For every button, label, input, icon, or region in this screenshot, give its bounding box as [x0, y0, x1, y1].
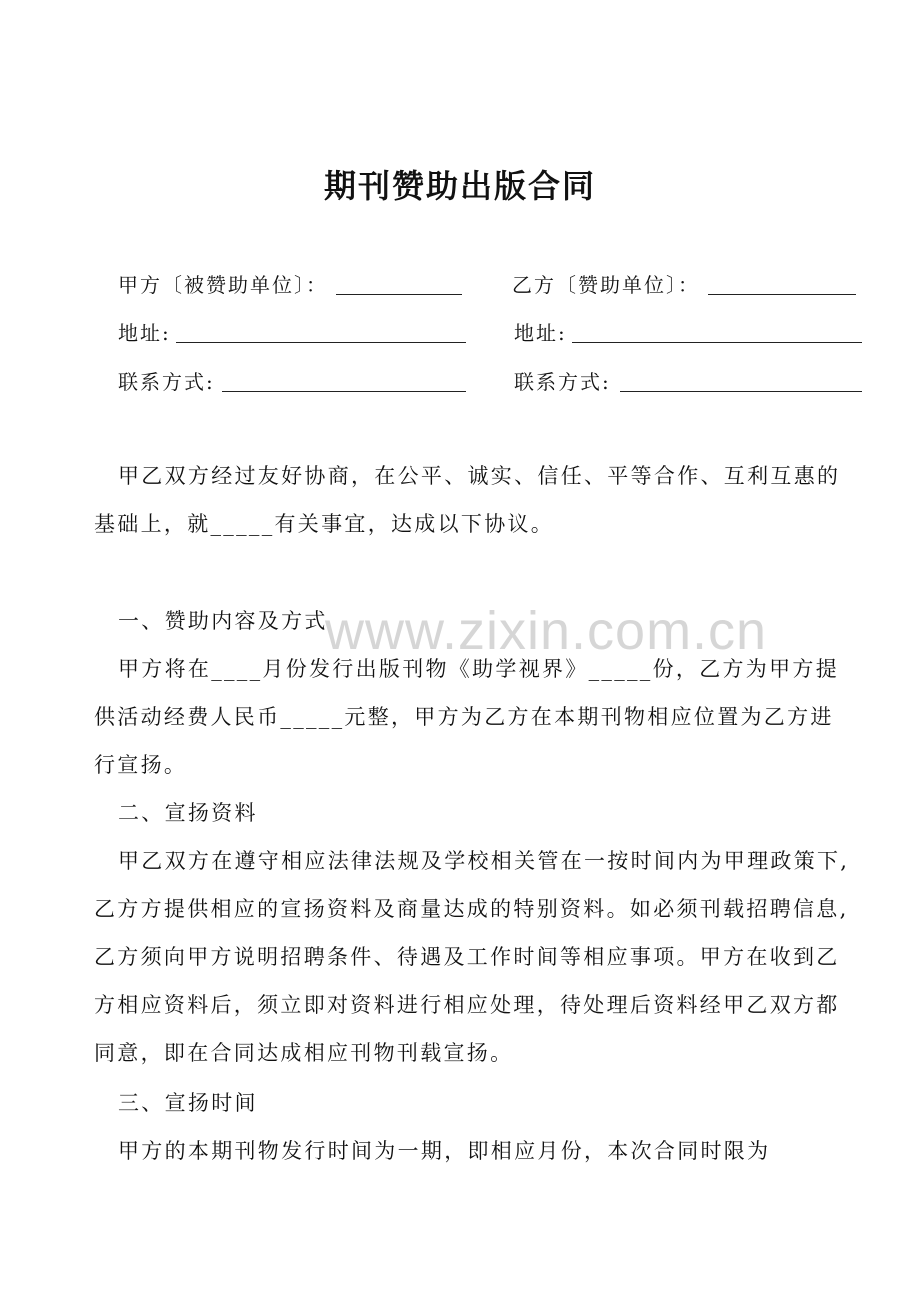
- party-a-name-blank: [336, 294, 462, 295]
- party-name-row: [0, 270, 920, 300]
- address-row: [0, 318, 920, 348]
- party-a-contact-label: 联系方式:: [118, 370, 215, 394]
- party-a-label: 甲方〔被赞助单位〕：: [118, 273, 328, 297]
- section-1-line-3: 行宣扬。: [94, 753, 188, 777]
- party-b-label: 乙方〔赞助单位〕：: [512, 273, 700, 297]
- party-b-address-blank: [572, 342, 862, 343]
- party-b-contact-label: 联系方式:: [514, 370, 611, 394]
- section-2-line-2: 乙方方提供相应的宣扬资料及商量达成的特别资料。如必须刊载招聘信息,: [94, 897, 849, 921]
- section-2-line-4: 方相应资料后，须立即对资料进行相应处理，待处理后资料经甲乙双方都: [94, 993, 840, 1017]
- section-2-line-5: 同意，即在合同达成相应刊物刊载宣扬。: [94, 1041, 514, 1065]
- watermark: www.zixin.com.cn: [325, 601, 768, 661]
- section-2-line-1: 甲乙双方在遵守相应法律法规及学校相关管在一按时间内为甲理政策下,: [118, 849, 850, 873]
- section-3-line-1: 甲方的本期刊物发行时间为一期，即相应月份，本次合同时限为: [118, 1139, 771, 1163]
- section-3-heading: 三、宣扬时间: [118, 1091, 258, 1115]
- party-b-contact-blank: [620, 391, 862, 392]
- party-a-contact-blank: [222, 391, 466, 392]
- section-2-heading: 二、宣扬资料: [118, 801, 258, 825]
- intro-line-1: 甲乙双方经过友好协商，在公平、诚实、信任、平等合作、互利互惠的: [118, 464, 841, 488]
- party-b-address-label: 地址:: [514, 321, 567, 345]
- contact-row: [0, 367, 920, 397]
- document-title: 期刊赞助出版合同: [323, 167, 596, 205]
- party-a-address-blank: [176, 342, 466, 343]
- section-2-line-3: 乙方须向甲方说明招聘条件、待遇及工作时间等相应事项。甲方在收到乙: [94, 945, 840, 969]
- section-1-heading: 一、赞助内容及方式: [118, 609, 328, 633]
- party-a-address-label: 地址:: [118, 321, 171, 345]
- intro-line-2: 基础上，就_____有关事宜，达成以下协议。: [94, 512, 555, 536]
- section-1-line-1: 甲方将在____月份发行出版刊物《助学视界》_____份，乙方为甲方提: [118, 657, 839, 681]
- party-b-name-blank: [708, 294, 856, 295]
- section-1-line-2: 供活动经费人民币_____元整，甲方为乙方在本期刊物相应位置为乙方进: [94, 705, 834, 729]
